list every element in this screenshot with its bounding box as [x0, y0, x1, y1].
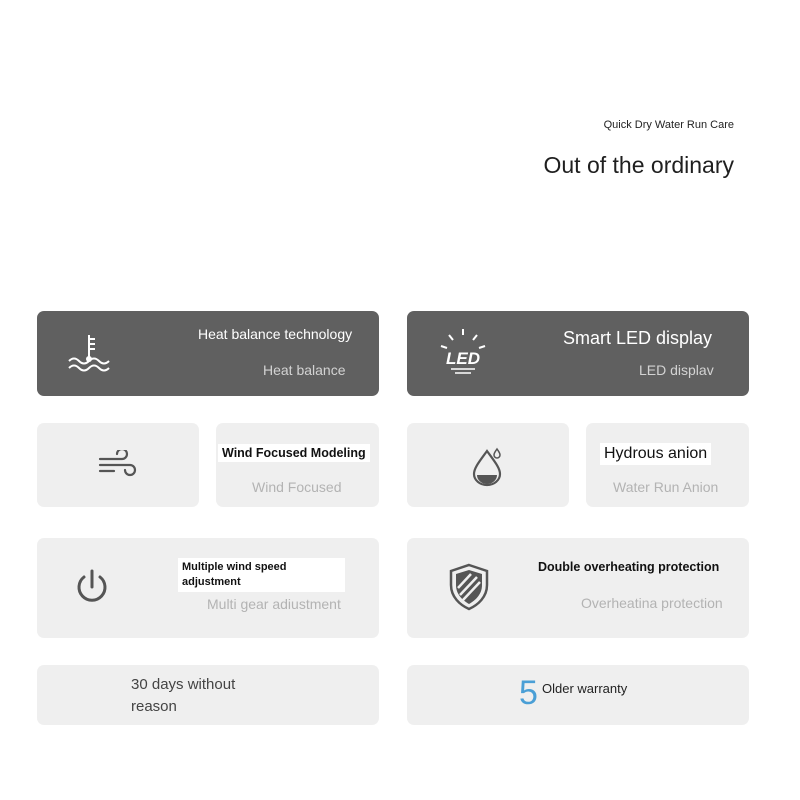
wind-icon [97, 450, 139, 480]
wind-speed-subtitle: Multi gear adiustment [207, 596, 341, 612]
overheating-subtitle: Overheatina protection [581, 595, 723, 611]
thermometer-water-icon [65, 331, 113, 375]
wind-speed-title: Multiple wind speed adjustment [178, 558, 345, 592]
hydrous-anion-title: Hydrous anion [600, 443, 711, 465]
water-drop-icon [469, 445, 505, 487]
led-display-subtitle: LED displav [639, 362, 714, 378]
header-title: Out of the ordinary [543, 152, 734, 178]
wind-speed-card [37, 538, 379, 638]
hydrous-anion-card [586, 423, 749, 507]
hydrous-anion-subtitle: Water Run Anion [613, 479, 719, 495]
wind-focused-subtitle: Wind Focused [252, 479, 342, 495]
wind-focused-card [216, 423, 379, 507]
heat-balance-card [37, 311, 379, 396]
led-icon [437, 327, 489, 377]
heat-balance-subtitle: Heat balance [263, 362, 346, 378]
wind-icon-card [37, 423, 199, 507]
led-display-card [407, 311, 749, 396]
warranty-title: Older warranty [542, 681, 628, 696]
overheating-title: Double overheating protection [538, 560, 720, 574]
heat-balance-title: Heat balance technology [198, 326, 353, 342]
warranty-number: 5 [519, 674, 538, 712]
returns-card [37, 665, 379, 725]
returns-title: 30 days without reason [131, 676, 236, 715]
led-display-title: Smart LED display [563, 328, 713, 348]
shield-icon [447, 562, 491, 612]
header-subtitle: Quick Dry Water Run Care [603, 119, 734, 131]
power-icon [73, 567, 111, 607]
water-drop-icon-card [407, 423, 569, 507]
led-icon-text: LED [446, 349, 480, 368]
warranty-card [407, 665, 749, 725]
wind-focused-title: Wind Focused Modeling [218, 444, 370, 462]
overheating-card [407, 538, 749, 638]
